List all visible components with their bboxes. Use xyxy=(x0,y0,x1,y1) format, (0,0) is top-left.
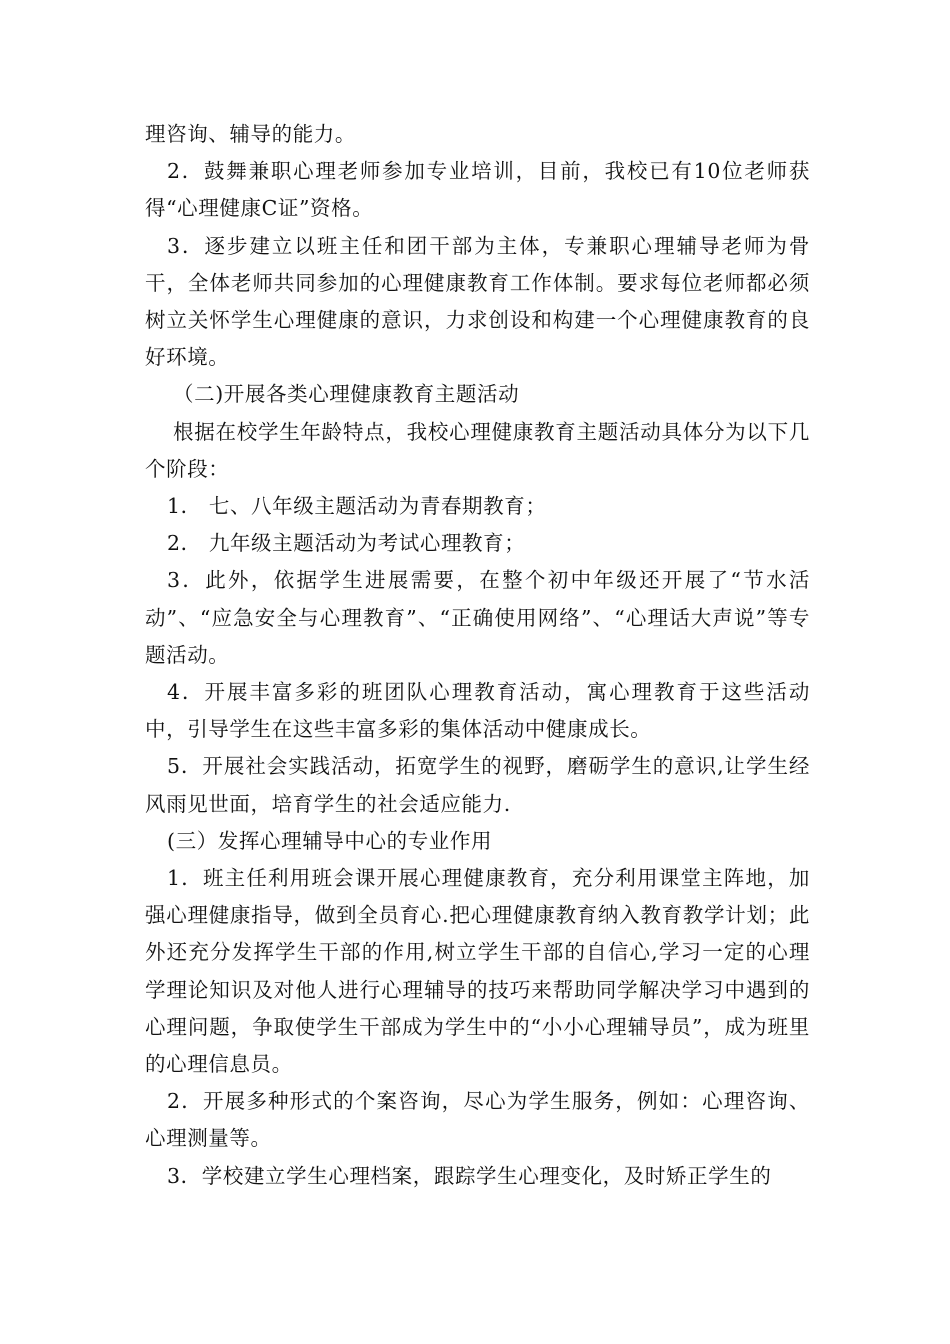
paragraph-item-2: 2．鼓舞兼职心理老师参加专业培训，目前，我校已有10位老师获得“心理健康C证”资格。 xyxy=(145,159,810,221)
paragraph-stage-3: 3．此外，依据学生进展需要，在整个初中年级还开展了“节水活动”、“应急安全与心理教育”、“正确使用网络”、“心理话大声说”等专题活动。 xyxy=(145,568,810,667)
paragraph-stage-4: 4．开展丰富多彩的班团队心理教育活动，寓心理教育于这些活动中，引导学生在这些丰富多彩的集体活动中健康成长。 xyxy=(145,680,810,742)
paragraph-stage-2: 2． 九年级主题活动为考试心理教育； xyxy=(167,531,526,556)
section-heading-3: (三）发挥心理辅导中心的专业作用 xyxy=(167,828,493,853)
document-body xyxy=(145,116,810,1195)
paragraph-stage-1: 1． 七、八年级主题活动为青春期教育； xyxy=(167,494,547,519)
paragraph-item-3: 3．逐步建立以班主任和团干部为主体，专兼职心理辅导老师为骨干，全体老师共同参加的心理健康教育工作体制。要求每位老师都必须树立关怀学生心理健康的意识，力求创设和构建一个心理健康教育的良好环境。 xyxy=(145,233,810,370)
paragraph-intro: 根据在校学生年龄特点，我校心理健康教育主题活动具体分为以下几个阶段： xyxy=(145,419,810,481)
paragraph-continuation: 理咨询、辅导的能力。 xyxy=(145,122,356,146)
section-heading-2: （二)开展各类心理健康教育主题活动 xyxy=(173,382,520,407)
paragraph-counsel-1: 1．班主任利用班会课开展心理健康教育，充分利用课堂主阵地，加强心理健康指导，做到全员育心.把心理健康教育纳入教育教学计划；此外还充分发挥学生干部的作用,树立学生干部的自信心,学习一定的心理学理论知识及对他人进行心理辅导的技巧来帮助同学解决学习中遇到的心理问题，争取使学生干部成为学生中的“小小心理辅导员”，成为班里的心理信息员。 xyxy=(145,866,810,1077)
paragraph-stage-5: 5．开展社会实践活动，拓宽学生的视野，磨砺学生的意识,让学生经风雨见世面，培育学生的社会适应能力. xyxy=(145,754,810,816)
paragraph-counsel-2: 2．开展多种形式的个案咨询，尽心为学生服务，例如：心理咨询、心理测量等。 xyxy=(145,1089,810,1151)
paragraph-counsel-3: 3．学校建立学生心理档案，跟踪学生心理变化，及时矫正学生的 xyxy=(167,1163,772,1188)
